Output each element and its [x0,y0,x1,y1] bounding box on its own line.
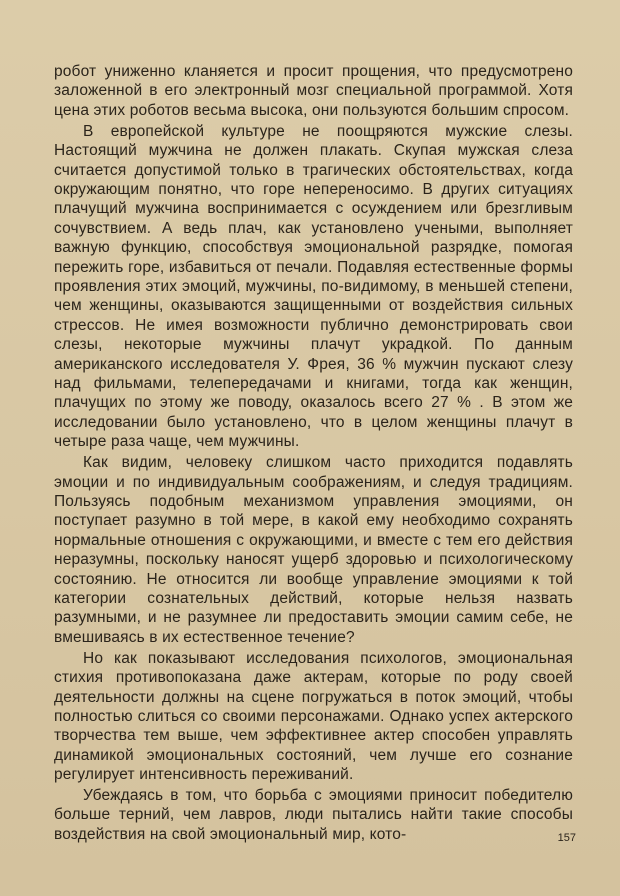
page-number: 157 [557,832,576,844]
paragraph-methods: Убеждаясь в том, что борьба с эмоциями приносит победителю больше терний, чем лавров, люди пытались найти такие способы воздействия на свой эмоциональный мир, кото- [54,787,573,843]
paragraph-suppression: Как видим, человеку слишком часто приходится подавлять эмоции и по индивидуальным соображениям, и следуя традициям. Пользуясь подобным механизмом управления эмоциями, он поступает разумно в той мере, в какой ему необходимо сохранять нормальные отношения с окружающими, и вместе с тем его действия неразумны, поскольку наносят ущерб здоровью и психологическому состоянию. Не относится ли вообще управление эмоциями к той категории сознательных действий, которые нельзя назвать разумными, и не разумнее ли предоставить эмоции самим себе, не вмешиваясь в их естественное течение? [54,454,573,646]
body-text [54,62,573,844]
paragraph-continued: робот униженно кланяется и просит прощения, что предусмотрено заложенной в его электронный мозг специальной программой. Хотя цена этих роботов весьма высока, они пользуются большим спросом. [54,63,573,119]
paragraph-actors: Но как показывают исследования психологов, эмоциональная стихия противопоказана даже актерам, которые по роду своей деятельности должны на сцене погружаться в поток эмоций, чтобы полностью слиться со своими персонажами. Однако успех актерского творчества тем выше, чем эффективнее актер способен управлять динамикой эмоциональных состояний, чем лучше его сознание регулирует интенсивность переживаний. [54,649,573,784]
paragraph-male-tears: В европейской культуре не поощряются мужские слезы. Настоящий мужчина не должен плакать. Скупая мужская слеза считается допустимой только в трагических обстоятельствах, когда окружающим понятно, что горе непереносимо. В других ситуациях плачущий мужчина воспринимается с осуждением или брезгливым сочувствием. А ведь плач, как установлено учеными, выполняет важную функцию, способствуя эмоциональной разрядке, помогая пережить горе, избавиться от печали. Подавляя естественные формы проявления этих эмоций, мужчины, по-видимому, в меньшей степени, чем женщины, оказываются защищенными от воздействия сильных стрессов. Не имея возможности публично демонстрировать свои слезы, некоторые мужчины плачут украдкой. По данным американского исследователя У. Фрея, 36 % мужчин пускают слезу над фильмами, телепередачами и книгами, тогда как женщин, плачущих по этому же поводу, оказалось всего 27 % . В этом же исследовании было установлено, что в целом женщины плачут в четыре раза чаще, чем мужчины. [54,122,573,451]
